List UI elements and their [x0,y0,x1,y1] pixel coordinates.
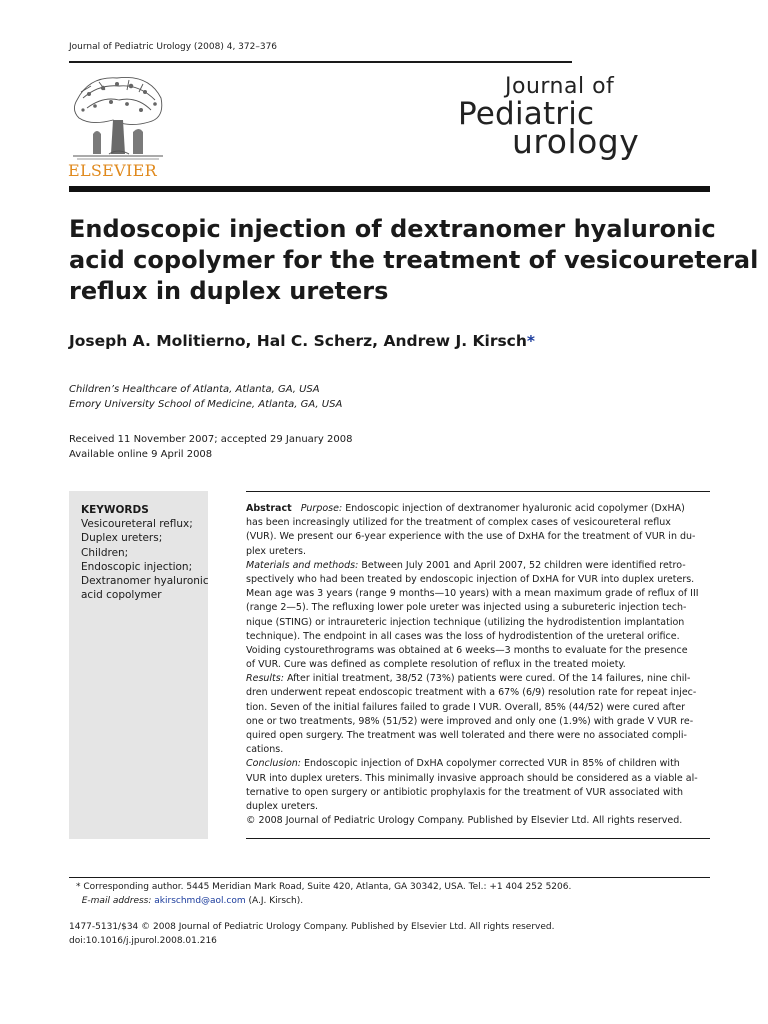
article-dates [69,433,352,462]
authors-text: Joseph A. Molitierno, Hal C. Scherz, Andrew J. Kirsch [69,332,527,350]
abstract-line: one or two treatments, 98% (51/52) were improved and only one (1.9%) with grade V VUR re- [246,715,694,727]
affiliation-line: Children’s Healthcare of Atlanta, Atlanta, GA, USA [69,384,320,395]
abstract-line [246,757,710,771]
abstract-line [246,672,710,686]
affiliations [69,383,342,412]
keyword-item: Children; [81,546,129,559]
abstract-line [246,502,710,516]
abstract-line: nique (STING) or intraureteric injection technique (utilizing the hydrodistention implantation [246,616,685,628]
abstract-line: has been increasingly utilized for the treatment of complex cases of vesicoureteral reflux [246,517,671,529]
abstract-line: tion. Seven of the initial failures failed to grade I VUR. Overall, 85% (44/52) were cured after [246,701,686,713]
title-line: acid copolymer for the treatment of vesicoureteral [69,246,759,274]
abstract-line: spectively who had been treated by endoscopic injection of DxHA for VUR into duplex ureters. [246,573,695,585]
journal-logo-line1: Journal of [505,74,615,99]
title-line: Endoscopic injection of dextranomer hyaluronic [69,215,716,243]
email-label: E-mail address: [81,896,152,906]
methods-label: Materials and methods: [246,559,359,571]
article-title [69,214,759,307]
elsevier-wordmark: ELSEVIER [68,161,157,180]
conclusion-label: Conclusion: [246,758,301,770]
issn-block [69,920,554,948]
abstract-line [246,559,710,573]
keyword-item: Duplex ureters; [81,532,163,545]
abstract-line: Voiding cystourethrograms was obtained at 6 weeks—3 months to evaluate for the presence [246,644,688,656]
journal-reference: Journal of Pediatric Urology (2008) 4, 372–376 [69,42,278,52]
journal-logo-line2: Pediatric [458,96,595,132]
elsevier-tree-logo [69,70,167,162]
journal-logo-line3: urology [512,122,640,161]
abstract-line: dren underwent repeat endoscopic treatment with a 67% (6/9) resolution rate for repeat injec- [246,687,697,699]
keyword-item: acid copolymer [81,589,162,602]
header-rule [69,61,572,63]
abstract-copyright: © 2008 Journal of Pediatric Urology Company. Published by Elsevier Ltd. All rights reserved. [246,815,683,827]
affiliation-line: Emory University School of Medicine, Atlanta, GA, USA [69,398,343,410]
abstract-line: technique). The endpoint in all cases was the loss of hydrodistention of the ureteral orifice. [246,630,680,642]
purpose-label: Purpose: [300,503,343,514]
keyword-item: Dextranomer hyaluronic [81,575,209,588]
abstract-bottom-rule [246,838,710,839]
keyword-item: Endoscopic injection; [81,560,193,573]
abstract-line: ternative to open surgery or antibiotic prophylaxis for the treatment of VUR associated with [246,786,683,798]
abstract-text: Between July 2001 and April 2007, 52 children were identified retro- [361,559,686,571]
results-label: Results: [246,673,284,685]
author-list [69,332,535,350]
corresponding-author-link[interactable]: * [526,332,536,350]
abstract-body [246,502,710,828]
doi-line[interactable]: doi:10.1016/j.jpurol.2008.01.216 [69,936,217,946]
footnote-rule [69,877,710,878]
title-line: reflux in duplex ureters [69,277,389,305]
abstract-text: Endoscopic injection of DxHA copolymer corrected VUR in 85% of children with [304,758,680,770]
email-suffix: (A.J. Kirsch). [248,896,304,906]
abstract-line: VUR into duplex ureters. This minimally invasive approach should be considered as a viable al- [246,772,698,784]
keywords-heading: KEYWORDS [81,504,149,516]
title-rule [69,186,710,192]
received-accepted-dates: Received 11 November 2007; accepted 29 January 2008 [69,434,353,445]
abstract-text: After initial treatment, 38/52 (73%) patients were cured. Of the 14 failures, nine chil- [286,673,691,685]
abstract-line: Mean age was 3 years (range 9 months—10 years) with a mean maximum grade of reflux of III [246,588,699,600]
abstract-line: of VUR. Cure was defined as complete resolution of reflux in the treated moiety. [246,659,626,671]
issn-copyright-line: 1477-5131/$34 © 2008 Journal of Pediatric Urology Company. Published by Elsevier Ltd. All rights reserved. [69,922,555,932]
keyword-item: Vesicoureteral reflux; [81,518,193,531]
corresponding-author-note: * Corresponding author. 5445 Meridian Mark Road, Suite 420, Atlanta, GA 30342, USA. Tel.: +1 404 252 5206. [76,882,572,892]
abstract-label: Abstract [246,503,292,514]
email-link[interactable]: akirschmd@aol.com [154,896,246,906]
abstract-line: (VUR). We present our 6-year experience with the use of DxHA for the treatment of VUR in du- [246,531,696,543]
keywords-box [69,491,208,839]
email-line [76,894,571,908]
abstract-line: cations. [246,744,284,756]
abstract-line: quired open surgery. The treatment was well tolerated and there were no associated compli- [246,730,687,741]
abstract-text: Endoscopic injection of dextranomer hyaluronic acid copolymer (DxHA) [345,503,685,514]
available-online-date: Available online 9 April 2008 [69,448,213,460]
abstract-line: (range 2—5). The refluxing lower pole ureter was injected using a subureteric injection tech- [246,602,687,614]
abstract-line: plex ureters. [246,545,306,557]
abstract-line: duplex ureters. [246,800,319,812]
abstract-top-rule [246,491,710,492]
footnote [76,880,571,908]
